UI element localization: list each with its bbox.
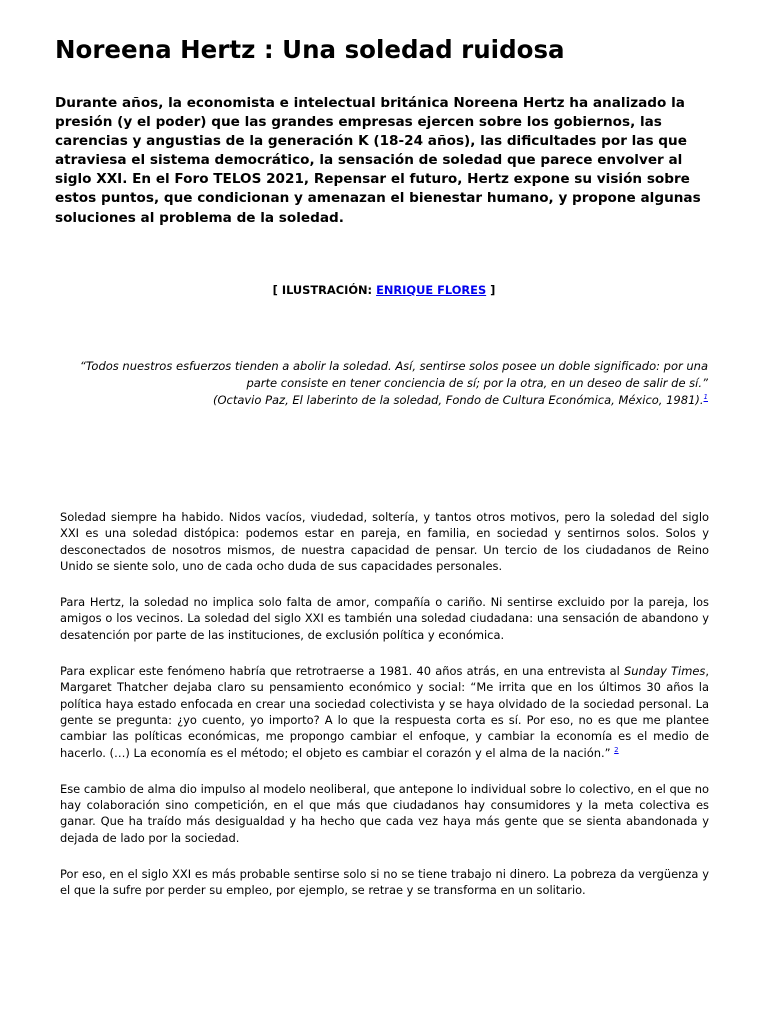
- footnote-ref-1: [704, 394, 708, 402]
- article-title: Noreena Hertz : Una soledad ruidosa: [55, 35, 565, 64]
- body-paragraph-3: [60, 663, 709, 761]
- illustration-credit: [0, 282, 768, 298]
- epigraph-citation: (Octavio Paz, El laberinto de la soledad, Fondo de Cultura Económica, México, 1981).: [212, 393, 704, 408]
- illustration-suffix: ]: [486, 283, 496, 297]
- body-paragraph-1: Soledad siempre ha habido. Nidos vacíos, viudedad, soltería, y tantos otros motivos, pero la soledad del siglo XXI es una soledad distópica: podemos estar en pareja, en familia, en sociedad y sentirnos solos. Solos y desconectados de nosotros mismos, de nuestra capacidad de pensar. Un tercio de los ciudadanos de Reino Unido se siente solo, uno de cada ocho duda de sus capacidades personales.: [60, 510, 709, 573]
- footnote-link-1[interactable]: 1: [703, 393, 708, 402]
- epigraph: [60, 358, 708, 410]
- epigraph-quote: “Todos nuestros esfuerzos tienden a abolir la soledad. Así, sentirse solos posee un doble significado: por una parte consiste en tener conciencia de sí; por la otra, en un deseo de salir de sí.”: [79, 359, 708, 391]
- illustration-prefix: [ ILUSTRACIÓN:: [272, 283, 377, 297]
- body-paragraph-5: Por eso, en el siglo XXI es más probable sentirse solo si no se tiene trabajo ni dinero. La pobreza da vergüenza y el que la sufre por perder su empleo, por ejemplo, se retrae y se transforma en un solitario.: [60, 867, 709, 898]
- article-body: [60, 509, 709, 919]
- paragraph-3-text-b: , Margaret Thatcher dejaba claro su pensamiento económico y social: “Me irrita que en los últimos 30 años la política haya estado enfocada en crear una sociedad colectivista y se haya olvidado de la sociedad personal. La gente se pregunta: ¿yo cuento, yo importo? A lo que la respuesta corta es sí. Por eso, no es que me plantee cambiar las políticas económicas, me propongo cambiar el enfoque, y cambiar la economía es el medio de hacerlo. (…) La economía es el método; el objeto es cambiar el corazón y el alma de la nación.”: [60, 664, 709, 760]
- article-lead: Durante años, la economista e intelectual británica Noreena Hertz ha analizado la presión (y el poder) que las grandes empresas ejercen sobre los gobiernos, las carencias y angustias de la generación K (18-24 años), las dificultades por las que atraviesa el sistema democrático, la sensación de soledad que parece envolver al siglo XXI. En el Foro TELOS 2021, Repensar el futuro, Hertz expone su visión sobre estos puntos, que condicionan y amenazan el bienestar humano, y propone algunas soluciones al problema de la soledad.: [55, 95, 701, 226]
- body-paragraph-4: Ese cambio de alma dio impulso al modelo neoliberal, que antepone lo individual sobre lo colectivo, en el que no hay colaboración sino competición, en el que más que ciudadanos hay consumidores y la meta colectiva es ganar. Que ha traído más desigualdad y ha hecho que cada vez haya más gente que se sienta abandonada y dejada de lado por la sociedad.: [60, 781, 709, 845]
- footnote-ref-2: [614, 746, 618, 754]
- publication-name: Sunday Times: [624, 664, 706, 679]
- paragraph-3-text-a: Para explicar este fenómeno habría que retrotraerse a 1981. 40 años atrás, en una entrevista al: [60, 664, 625, 679]
- body-paragraph-2: Para Hertz, la soledad no implica solo falta de amor, compañía o cariño. Ni sentirse excluido por la pareja, los amigos o los vecinos. La soledad del siglo XXI es también una soledad ciudadana: una sensación de abandono y desatención por parte de las instituciones, de exclusión política y económica.: [60, 595, 709, 642]
- illustrator-link[interactable]: ENRIQUE FLORES: [376, 283, 487, 297]
- footnote-link-2[interactable]: 2: [614, 745, 619, 754]
